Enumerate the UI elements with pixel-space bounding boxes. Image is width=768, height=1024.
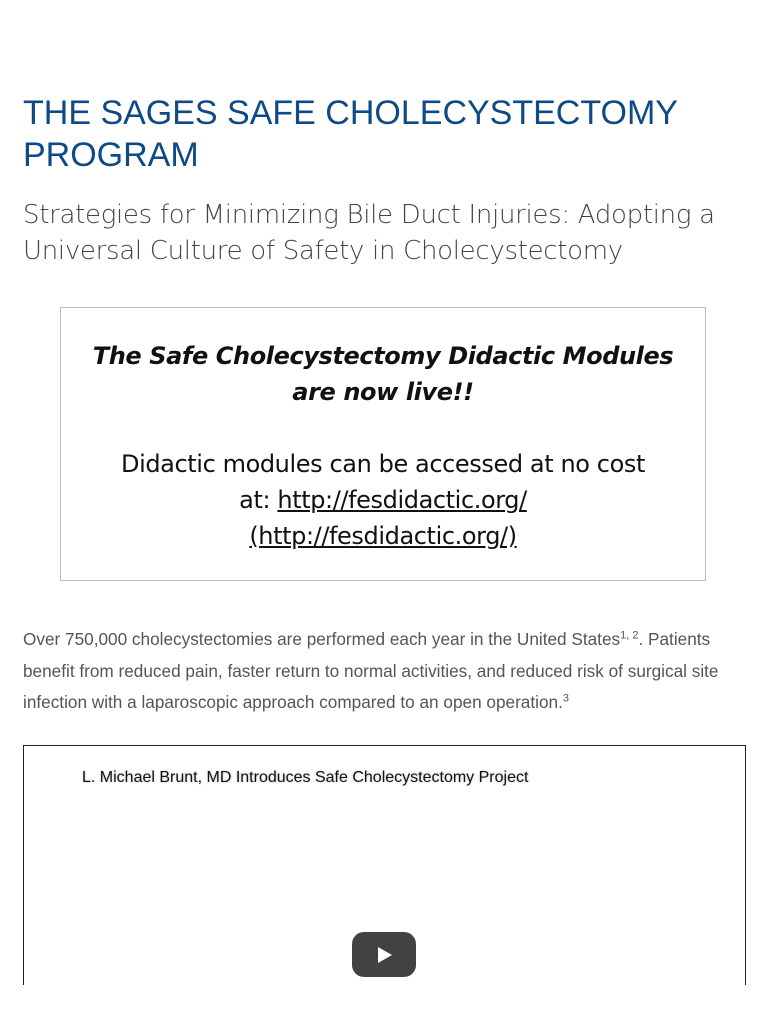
- announcement-body-line1: Didactic modules can be accessed at no cost: [121, 450, 645, 478]
- reference-3[interactable]: 3: [562, 692, 569, 705]
- reference-1-2[interactable]: 1, 2: [620, 629, 639, 642]
- intro-sentence-2: Patients benefit from reduced pain, faster return to normal activities, and reduced risk of surgical site infection with a laparoscopic approach compared to an open operation.: [23, 629, 719, 712]
- page-title: THE SAGES SAFE CHOLECYSTECTOMY PROGRAM: [23, 94, 678, 174]
- play-icon: [352, 932, 416, 977]
- video-embed[interactable]: [23, 745, 746, 985]
- intro-sentence-1: Over 750,000 cholecystectomies are performed each year in the United States: [23, 629, 621, 649]
- announcement-heading: [61, 338, 705, 410]
- fesdidactic-link[interactable]: http://fesdidactic.org/: [277, 486, 527, 514]
- announcement-body: [61, 446, 705, 554]
- fesdidactic-link-url[interactable]: (http://fesdidactic.org/): [249, 522, 517, 550]
- announcement-body-prefix: at:: [239, 486, 278, 514]
- announcement-heading-line2: are now live!!: [292, 378, 474, 406]
- intro-paragraph: [23, 624, 747, 719]
- video-title[interactable]: L. Michael Brunt, MD Introduces Safe Cholecystectomy Project: [82, 769, 529, 786]
- page-subtitle: Strategies for Minimizing Bile Duct Injuries: Adopting a Universal Culture of Safety in Cholecystectomy: [23, 200, 715, 266]
- intro-sentence-1-end: .: [638, 629, 644, 649]
- play-button[interactable]: [352, 932, 416, 977]
- announcement-box: [60, 307, 706, 581]
- announcement-heading-line1: The Safe Cholecystectomy Didactic Modules: [92, 342, 674, 370]
